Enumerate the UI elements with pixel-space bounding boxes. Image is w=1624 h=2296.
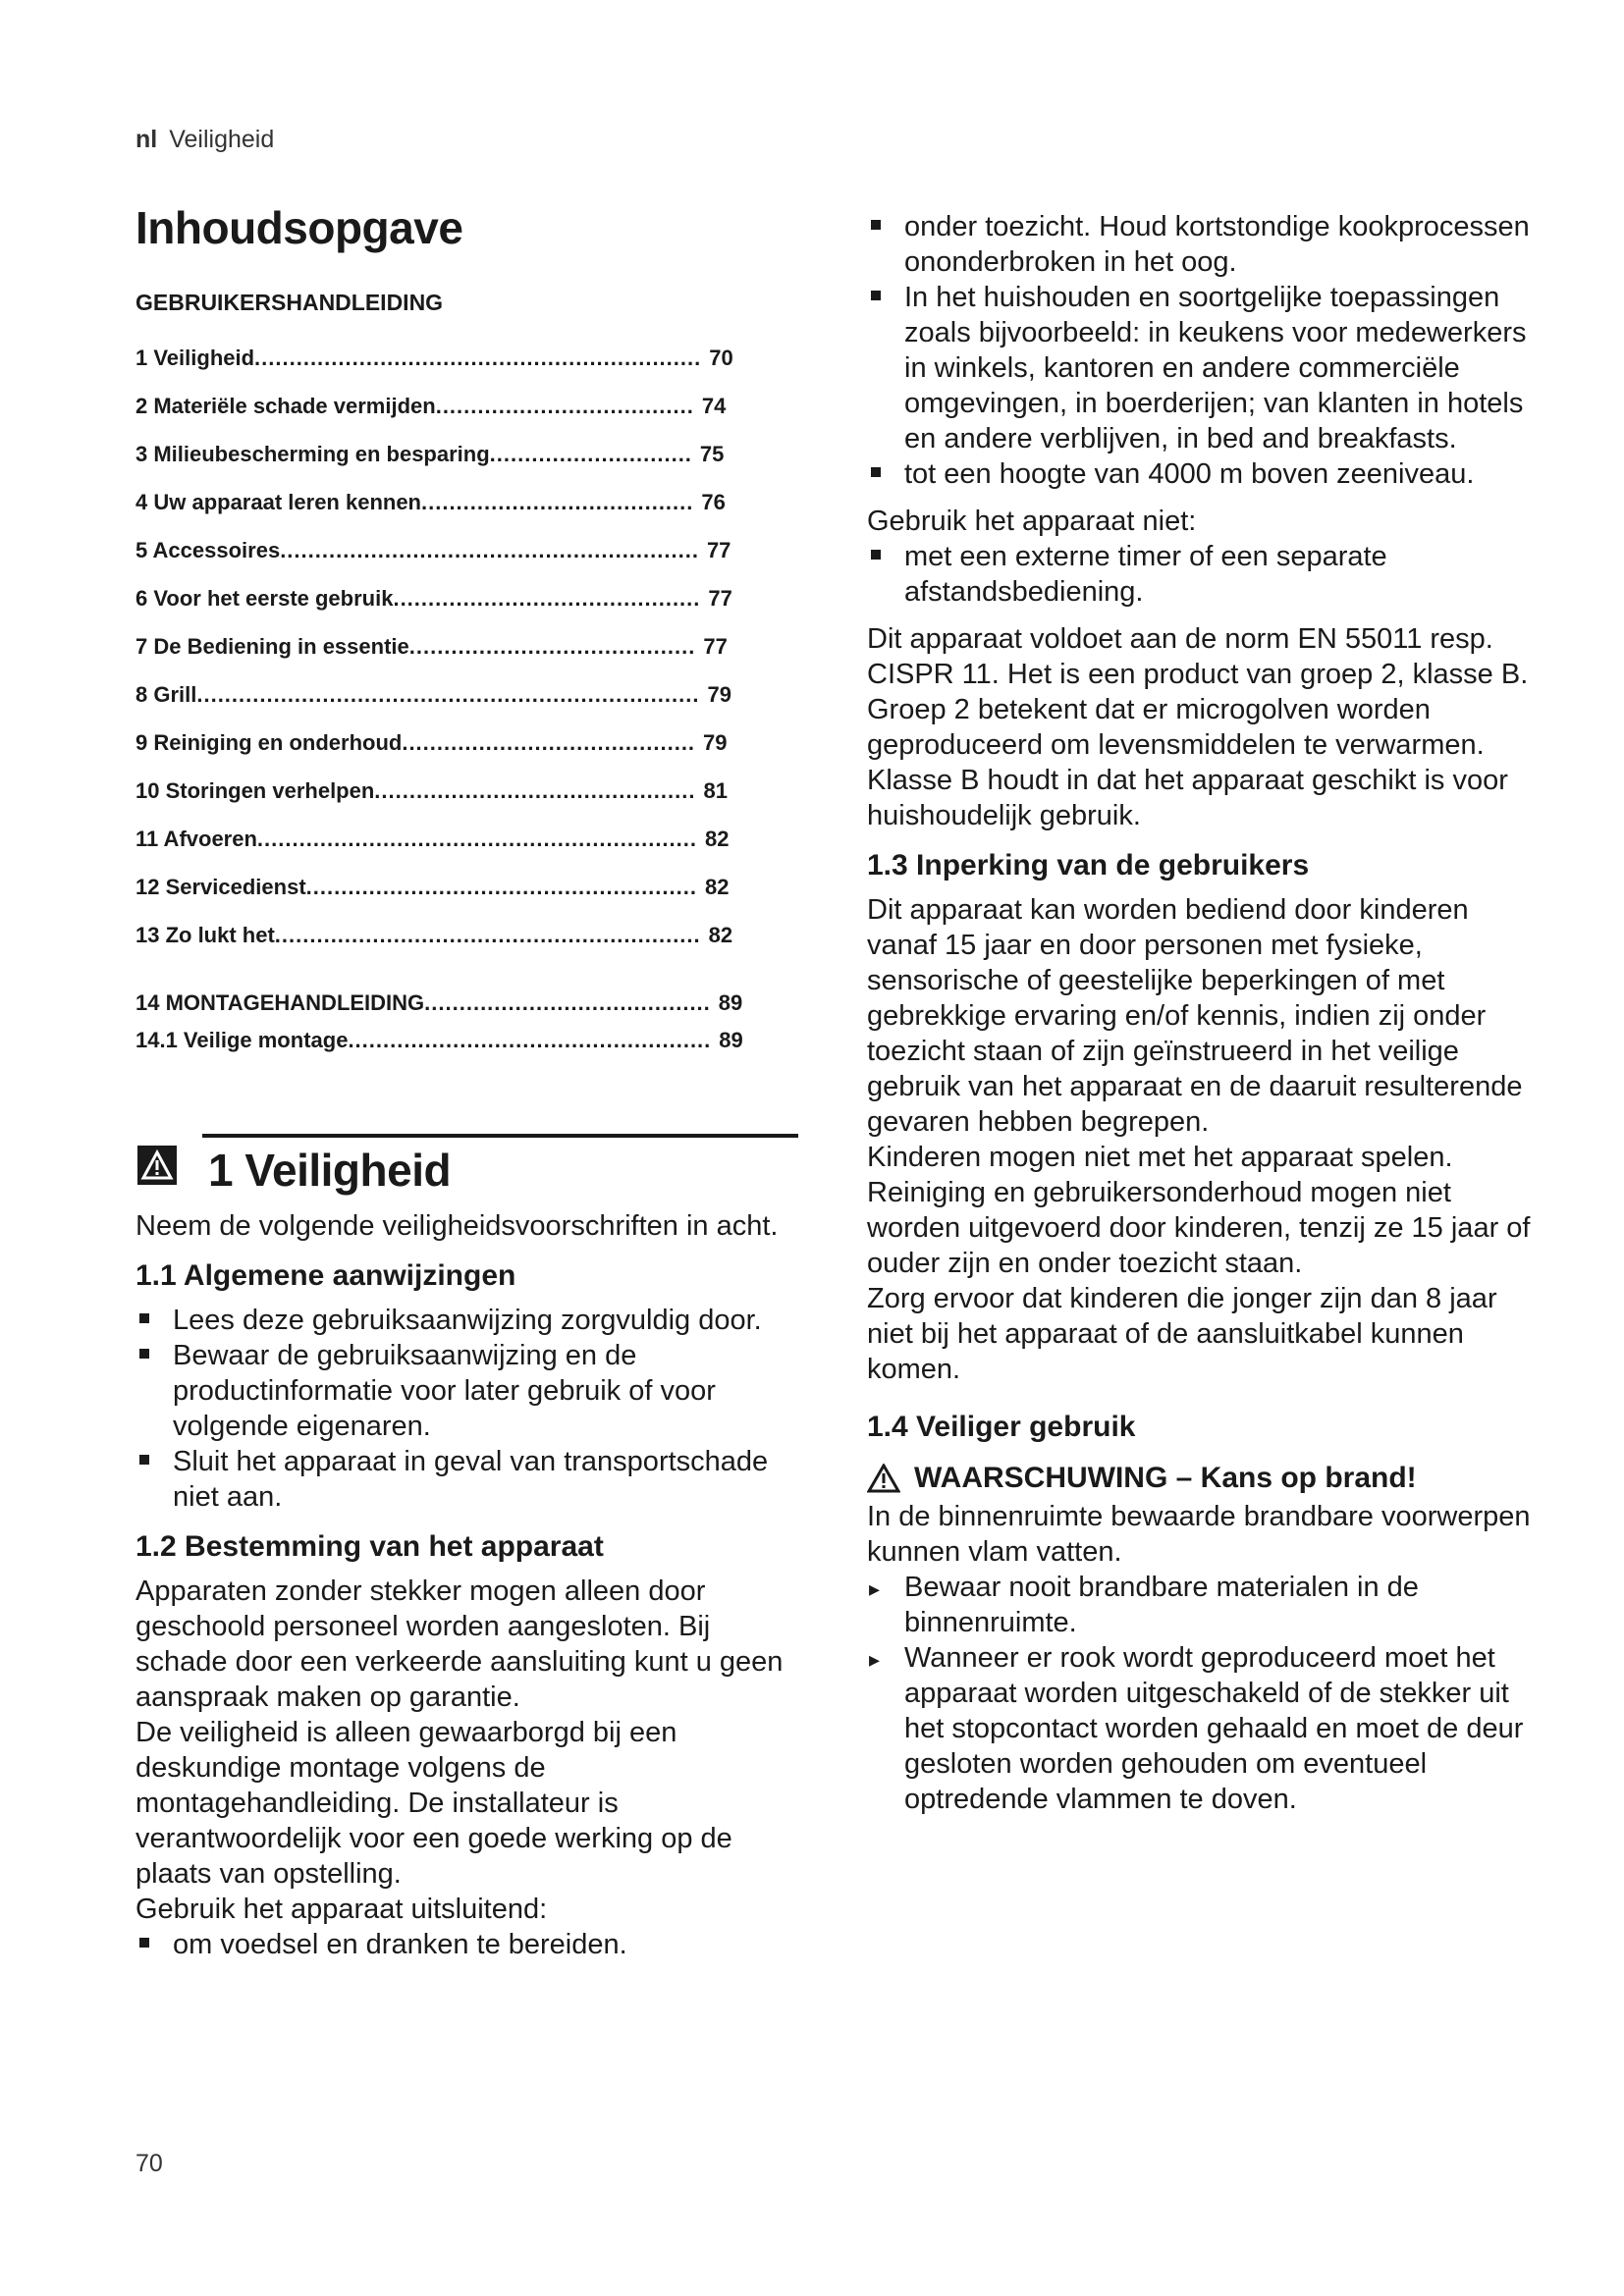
list-item [135,1444,803,1515]
bullet-arrow-icon [867,1570,904,1640]
toc-entry[interactable] [135,923,803,971]
page-number: 70 [135,2150,163,2177]
section-1-2-title: 1.2 Bestemming van het apparaat [135,1530,604,1563]
section-1-3-para-2: Kinderen mogen niet met het apparaat spelen. [867,1142,1453,1173]
toc-entry-page: 79 [707,682,731,707]
toc-dot-leader: .......................................... [402,730,696,755]
toc-entry-title: 14 MONTAGEHANDLEIDING [135,990,425,1015]
toc-entry-title: 6 Voor het eerste gebruik [135,586,394,611]
toc-entry[interactable] [135,394,803,442]
toc-dot-leader: ............................................................. [274,923,701,947]
section-1-1-title: 1.1 Algemene aanwijzingen [135,1259,516,1292]
list-item-text: Lees deze gebruiksaanwijzing zorgvuldig door. [173,1305,762,1336]
section-1-4-title: 1.4 Veiliger gebruik [867,1411,1136,1443]
toc-entry-title: 2 Materiële schade vermijden [135,394,436,418]
bullet-square-icon [867,209,904,280]
list-item-text: Sluit het apparaat in geval van transportschade niet aan. [173,1446,769,1513]
toc-entry-page: 82 [705,827,730,851]
section-1-2-para-3: Gebruik het apparaat uitsluitend: [135,1894,548,1925]
warning-icon [137,1146,177,1185]
bullet-square-icon [867,539,904,610]
list-item-text: om voedsel en dranken te bereiden. [173,1929,627,1960]
toc-dot-leader: ........................................................ [305,875,697,899]
list-item-text: In het huishouden en soortgelijke toepassingen zoals bijvoorbeeld: in keukens voor medewerkers in winkels, kantoren en andere commerciële omgevingen, in boerderijen; van klanten in hotels en andere verblijven, in bed and breakfasts. [904,282,1527,454]
toc-entry[interactable] [135,586,803,634]
toc-entry-title: 10 Storingen verhelpen [135,778,375,803]
section-1-3-para-1: Dit apparaat kan worden bediend door kinderen vanaf 15 jaar en door personen met fysieke, sensorische of geestelijke beperkingen of met gebrekkige ervaring en/of kennis, indien zij onder toezicht staan of zijn geïnstrueerd in het veilige gebruik van het apparaat en de daaruit resulterende gevaren hebben begrepen. [867,894,1523,1138]
toc-entry[interactable] [135,490,803,538]
list-item-text: onder toezicht. Houd kortstondige kookprocessen ononderbroken in het oog. [904,211,1530,278]
toc-entry-page: 75 [699,442,725,466]
section-1-2-para-2: De veiligheid is alleen gewaarborgd bij een deskundige montage volgens de montagehandleiding. De installateur is verantwoordelijk voor een goede werking op de plaats van opstelling. [135,1717,732,1890]
bullet-square-icon [867,456,904,492]
toc-entry-title: 7 De Bediening in essentie [135,634,409,659]
toc-list [135,346,803,971]
toc-entry[interactable] [135,875,803,923]
warning-heading [867,1460,1544,1497]
toc-entry-title: 13 Zo lukt het [135,923,275,947]
list-item [135,1338,803,1444]
toc-entry-title: 12 Servicedienst [135,875,306,899]
warning-steps-list [867,1570,1544,1817]
toc-entry-title: 14.1 Veilige montage [135,1028,349,1052]
header-section: Veiligheid [169,126,275,153]
toc-dot-leader: .................................................... [348,1028,712,1052]
toc-entry-page: 82 [708,923,733,947]
bullet-arrow-icon [867,1640,904,1817]
toc-entry-page: 82 [704,875,730,899]
toc-dot-leader: ............................................................ [280,538,699,562]
toc-entry[interactable] [135,730,803,778]
right-column [867,209,1544,1817]
list-item-text: met een externe timer of een separate afstandsbediening. [904,541,1387,608]
warning-text: In de binnenruimte bewaarde brandbare voorwerpen kunnen vlam vatten. [867,1501,1531,1568]
norm-text: Dit apparaat voldoet aan de norm EN 55011 resp. CISPR 11. Het is een product van groep 2, klasse B. Groep 2 betekent dat er microgolven worden geproduceerd om levensmiddelen te verwarmen. Klasse B houdt in dat het apparaat geschikt is voor huishoudelijk gebruik. [867,623,1529,831]
toc-entry[interactable] [135,538,803,586]
section-1-3-para-3: Reiniging en gebruikersonderhoud mogen niet worden uitgevoerd door kinderen, tenzij ze 15 jaar of ouder zijn en onder toezicht staan. [867,1177,1531,1279]
toc-entry-title: 3 Milieubescherming en besparing [135,442,490,466]
list-item [135,1303,803,1338]
toc-entry-page: 81 [703,778,728,803]
bullet-square-icon [135,1444,173,1515]
warning-label: WAARSCHUWING – Kans op brand! [914,1462,1417,1494]
toc-dot-leader: ............................. [489,442,692,466]
bullet-square-icon [867,280,904,456]
toc-entry-title: 5 Accessoires [135,538,281,562]
toc-entry-page: 77 [703,634,728,659]
chapter-heading [135,1134,803,1208]
toc-entry-title: 1 Veiligheid [135,346,255,370]
list-item [867,209,1544,280]
toc-dot-leader: ............................................ [393,586,701,611]
section-1-1-list [135,1303,803,1515]
toc-extra-list [135,990,803,1065]
language-code: nl [135,126,158,153]
bullet-square-icon [135,1927,173,1962]
section-1-2-para-1: Apparaten zonder stekker mogen alleen door geschoold personeel worden aangesloten. Bij schade door een verkeerde aansluiting kunt u geen aanspraak maken op garantie. [135,1575,784,1713]
toc-entry[interactable] [135,346,803,394]
toc-entry-title: 4 Uw apparaat leren kennen [135,490,421,514]
toc-entry[interactable] [135,778,803,827]
usage-list-continued [867,209,1544,492]
toc-entry-page: 77 [706,538,731,562]
toc-entry[interactable] [135,990,803,1028]
toc-entry[interactable] [135,1028,803,1065]
list-item [867,539,1544,610]
bullet-square-icon [135,1303,173,1338]
list-item [867,1570,1544,1640]
bullet-square-icon [135,1338,173,1444]
toc-entry[interactable] [135,827,803,875]
chapter-rule [202,1134,798,1138]
list-item-text: Wanneer er rook wordt geproduceerd moet het apparaat worden uitgeschakeld of de stekker uit het stopcontact worden gehaald en moet de deur gesloten worden gehouden om eventueel optredende vlammen te doven. [904,1642,1524,1815]
toc-dot-leader: ............................................................... [256,827,697,851]
toc-dot-leader: .............................................. [374,778,696,803]
section-1-3-title: 1.3 Inperking van de gebruikers [867,849,1310,881]
warning-triangle-icon [867,1464,900,1493]
toc-dot-leader: ......................................... [408,634,696,659]
toc-dot-leader: ................................................................ [254,346,702,370]
list-item [867,1640,1544,1817]
toc-entry-page: 76 [701,490,726,514]
toc-entry-page: 74 [701,394,727,418]
toc-title: Inhoudsopgave [135,202,463,253]
intro-text: Neem de volgende veiligheidsvoorschriften in acht. [135,1210,779,1242]
toc-entry-page: 70 [709,346,733,370]
toc-dot-leader: ....................................... [421,490,694,514]
toc-entry-title: 11 Afvoeren [135,827,257,851]
toc-entry-page: 79 [703,730,728,755]
list-item-text: Bewaar nooit brandbare materialen in de binnenruimte. [904,1572,1419,1638]
toc-entry[interactable] [135,442,803,490]
toc-dot-leader: ........................................................................ [196,682,700,707]
page-header [135,126,274,154]
list-item-text: Bewaar de gebruiksaanwijzing en de productinformatie voor later gebruik of voor volgende eigenaren. [173,1340,716,1442]
toc-dot-leader: ......................................... [424,990,711,1015]
toc-entry-page: 89 [719,1028,743,1052]
toc-dot-leader: ..................................... [435,394,694,418]
toc-entry-title: 9 Reiniging en onderhoud [135,730,403,755]
left-column [135,201,803,1962]
list-item [867,456,1544,492]
toc-entry-page: 89 [718,990,743,1015]
not-use-text: Gebruik het apparaat niet: [867,506,1197,537]
list-item [867,280,1544,456]
chapter-title: 1 Veiligheid [208,1145,452,1196]
toc-entry-page: 77 [708,586,732,611]
toc-subtitle: GEBRUIKERSHANDLEIDING [135,290,444,315]
toc-entry[interactable] [135,634,803,682]
section-1-3-para-4: Zorg ervoor dat kinderen die jonger zijn dan 8 jaar niet bij het apparaat of de aansluitkabel kunnen komen. [867,1283,1497,1385]
section-1-2-list [135,1927,803,1962]
toc-entry[interactable] [135,682,803,730]
list-item-text: tot een hoogte van 4000 m boven zeeniveau. [904,458,1475,490]
list-item [135,1927,803,1962]
toc-entry-title: 8 Grill [135,682,197,707]
not-use-list [867,539,1544,610]
